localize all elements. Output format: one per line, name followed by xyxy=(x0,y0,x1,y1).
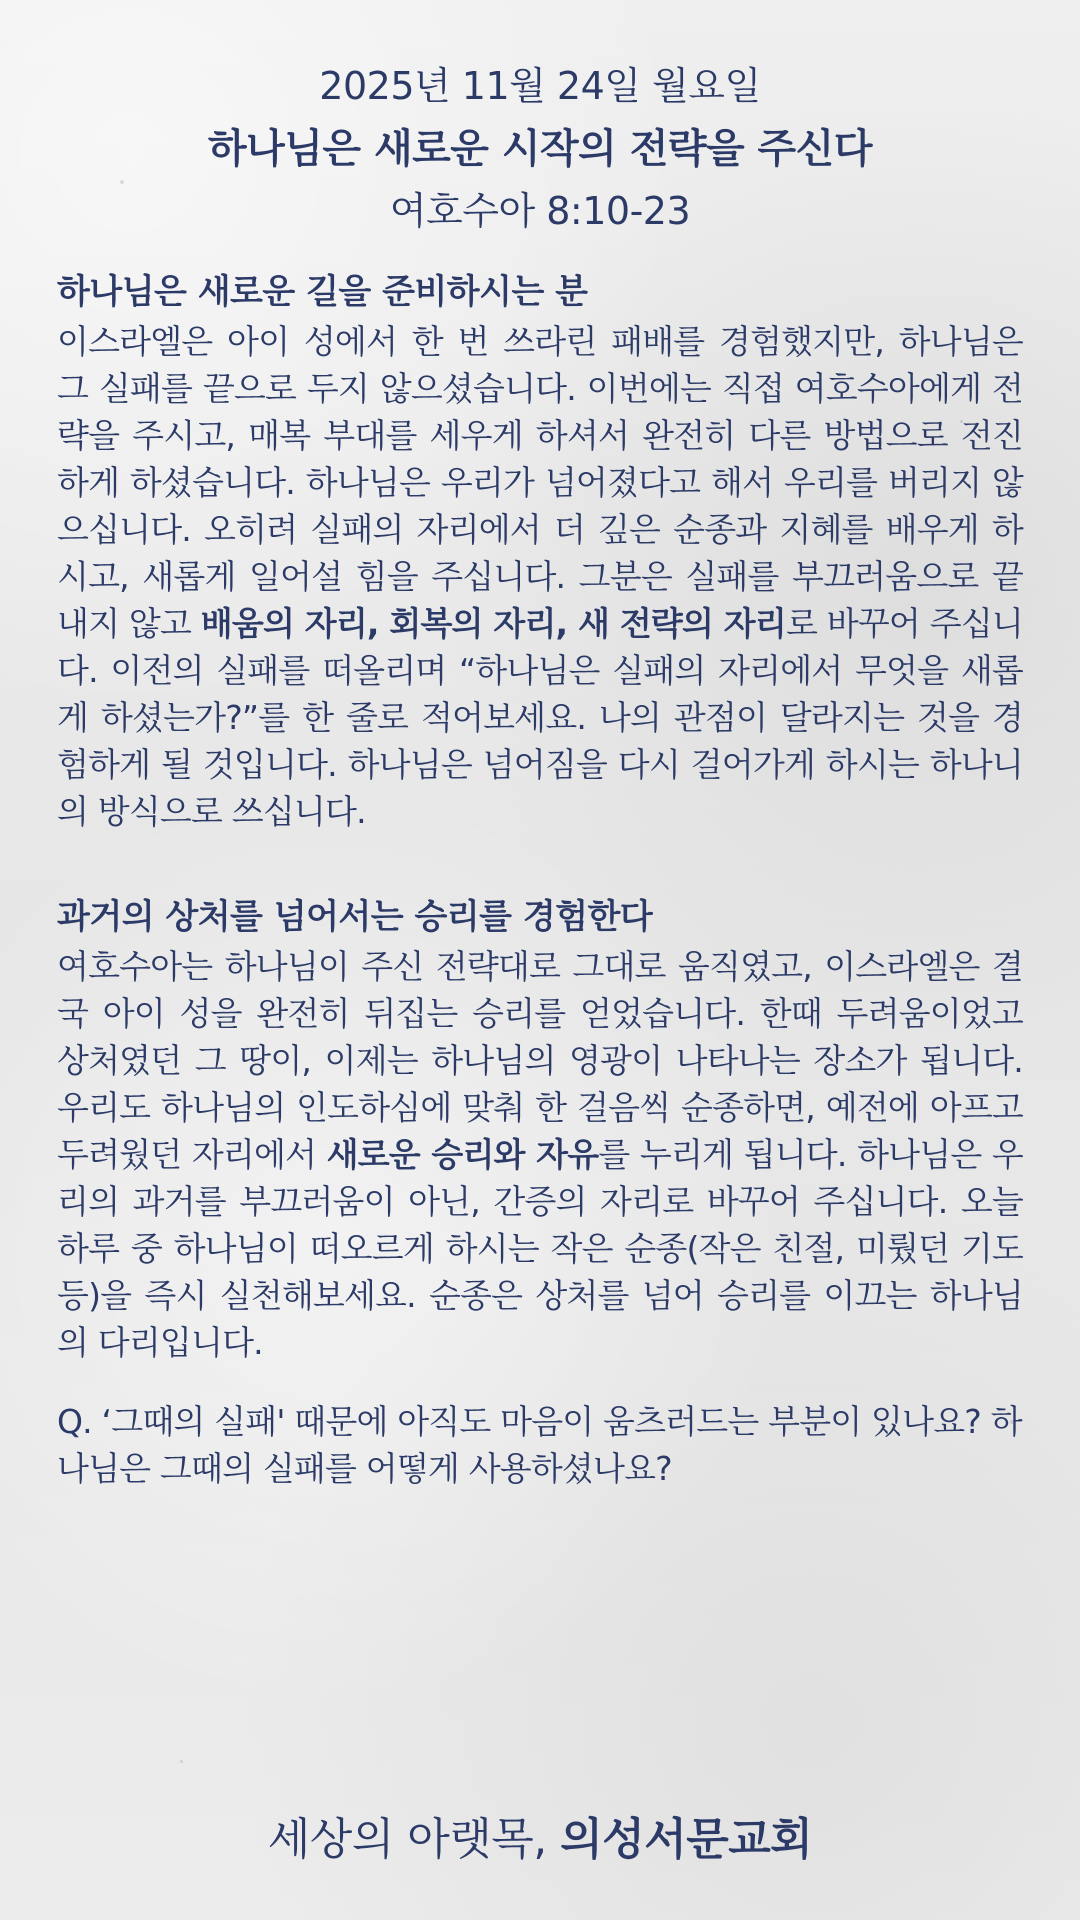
paper-speck xyxy=(180,1760,183,1763)
body-text: 이스라엘은 아이 성에서 한 번 쓰라린 패배를 경험했지만, 하나님은 그 실패를 끝으로 두지 않으셨습니다. 이번에는 직접 여호수아에게 전략을 주시고, 매복 부대를 세우게 하셔서 완전히 다른 방법으로 전진하게 하셨습니다. 하나님은 우리가 넘어졌다고 해서 우리를 버리지 않으십니다. 오히려 실패의 자리에서 더 깊은 순종과 지혜를 배우게 하시고, 새롭게 일어설 힘을 주십니다. 그분은 실패를 부끄러움으로 끝내지 않고 xyxy=(57,322,1023,643)
page-title: 하나님은 새로운 시작의 전략을 주신다 xyxy=(208,126,872,172)
date-line: 2025년 11월 24일 월요일 xyxy=(319,64,761,108)
body-text: 를 누리게 됩니다. 하나님은 우리의 과거를 부끄러움이 아닌, 간증의 자리로 바꾸어 주십니다. 오늘 하루 중 하나님이 떠오르게 하시는 작은 순종(작은 친절, 미뤘던 기도 등)을 즉시 실천해보세요. 순종은 상처를 넘어 승리를 이끄는 하나님의 다리입니다. xyxy=(57,1135,1023,1362)
church-footer xyxy=(0,1810,1080,1870)
section-body xyxy=(57,943,1023,1366)
devotional-page xyxy=(57,50,1023,1492)
body-text: 로 바꾸어 주십니다. 이전의 실패를 떠올리며 “하나님은 실패의 자리에서 무엇을 새롭게 하셨는가?”를 한 줄로 적어보세요. 나의 관점이 달라지는 것을 경험하게 될 것입니다. 하나님은 넘어짐을 다시 걸어가게 하시는 하나니의 방식으로 쓰십니다. xyxy=(57,604,1023,831)
church-name: 의성서문교회 xyxy=(560,1814,813,1865)
scripture-reference: 여호수아 8:10-23 xyxy=(389,189,691,233)
section-heading: 과거의 상처를 넘어서는 승리를 경험한다 xyxy=(57,897,653,937)
reflection-question: Q. ‘그때의 실패' 때문에 아직도 마음이 움츠러드는 부분이 있나요? 하나님은 그때의 실패를 어떻게 사용하셨나요? xyxy=(57,1402,1022,1488)
body-text: 여호수아는 하나님이 주신 전략대로 그대로 움직였고, 이스라엘은 결국 아이 성을 완전히 뒤집는 승리를 얻었습니다. 한때 두려움이었고 상처였던 그 땅이, 이제는 하나님의 영광이 나타나는 장소가 됩니다. 우리도 하나님의 인도하심에 맞춰 한 걸음씩 순종하면, 예전에 아프고 두려웠던 자리에서 xyxy=(57,947,1023,1174)
section-victory xyxy=(57,895,1023,1366)
section-new-path xyxy=(57,270,1023,835)
section-heading: 하나님은 새로운 길을 준비하시는 분 xyxy=(57,272,588,312)
section-body xyxy=(57,318,1023,835)
body-emphasis: 새로운 승리와 자유 xyxy=(326,1135,599,1174)
header xyxy=(57,56,1023,240)
footer-slogan: 세상의 아랫목, xyxy=(267,1814,561,1865)
body-emphasis: 배움의 자리, 회복의 자리, 새 전략의 자리 xyxy=(200,604,786,643)
